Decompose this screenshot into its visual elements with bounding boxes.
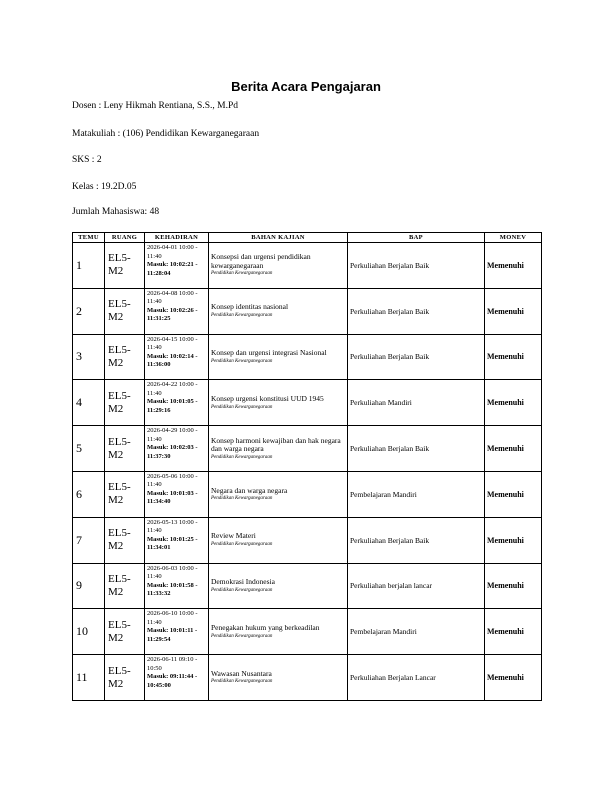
cell-kehadiran <box>145 655 209 701</box>
cell-monev: Memenuhi <box>485 517 542 563</box>
table-row <box>73 243 542 289</box>
bahan-text: Konsepsi dan urgensi pendidikan kewarganegaraan <box>211 252 311 270</box>
cell-kehadiran <box>145 334 209 380</box>
header-monev: MONEV <box>485 233 542 243</box>
cell-ruang: EL5-M2 <box>105 426 145 472</box>
matakuliah-subtext: Pendidikan Kewarganegaraan <box>211 496 273 502</box>
bahan-text: Konsep harmoni kewajiban dan hak negara dan warga negara <box>211 435 341 454</box>
cell-ruang: EL5-M2 <box>105 243 145 289</box>
cell-kehadiran <box>145 243 209 289</box>
masuk-text: Masuk: 10:02:14 - 11:36:00 <box>147 352 198 369</box>
kelas-line: Kelas : 19.2D.05 <box>72 182 137 192</box>
cell-ruang: EL5-M2 <box>105 288 145 334</box>
matakuliah-line: Matakuliah : (106) Pendidikan Kewarganegaraan <box>72 129 260 139</box>
jadwal-text: 2026-04-08 10:00 - 11:40 <box>147 289 198 306</box>
cell-temu: 10 <box>73 609 105 655</box>
cell-monev: Memenuhi <box>485 288 542 334</box>
cell-ruang: EL5-M2 <box>105 334 145 380</box>
cell-bap: Pembelajaran Mandiri <box>348 609 485 655</box>
cell-bahan-kajian <box>209 517 348 563</box>
page-title: Berita Acara Pengajaran <box>231 79 381 94</box>
cell-kehadiran <box>145 288 209 334</box>
masuk-text: Masuk: 10:02:26 - 11:31:25 <box>147 306 198 323</box>
cell-temu: 2 <box>73 288 105 334</box>
cell-monev: Memenuhi <box>485 243 542 289</box>
cell-bahan-kajian <box>209 380 348 426</box>
header-bahan-kajian: BAHAN KAJIAN <box>209 233 348 243</box>
cell-bahan-kajian <box>209 471 348 517</box>
cell-ruang: EL5-M2 <box>105 609 145 655</box>
table-row <box>73 334 542 380</box>
cell-kehadiran <box>145 471 209 517</box>
matakuliah-subtext: Pendidikan Kewarganegaraan <box>211 358 273 364</box>
cell-monev: Memenuhi <box>485 426 542 472</box>
matakuliah-subtext: Pendidikan Kewarganegaraan <box>211 679 273 685</box>
matakuliah-subtext: Pendidikan Kewarganegaraan <box>211 271 273 277</box>
bahan-text: Konsep dan urgensi integrasi Nasional <box>211 348 327 358</box>
table-row <box>73 426 542 472</box>
matakuliah-subtext: Pendidikan Kewarganegaraan <box>211 312 273 318</box>
cell-bap: Perkuliahan Berjalan Lancar <box>348 655 485 701</box>
cell-bahan-kajian <box>209 334 348 380</box>
cell-bap: Perkuliahan Berjalan Baik <box>348 243 485 289</box>
cell-bahan-kajian <box>209 288 348 334</box>
cell-temu: 11 <box>73 655 105 701</box>
header-temu: TEMU <box>73 233 105 243</box>
bahan-text: Wawasan Nusantara <box>211 668 272 678</box>
cell-monev: Memenuhi <box>485 334 542 380</box>
table-row <box>73 380 542 426</box>
cell-bahan-kajian <box>209 655 348 701</box>
cell-kehadiran <box>145 609 209 655</box>
masuk-text: Masuk: 10:01:25 - 11:34:01 <box>147 535 198 552</box>
cell-temu: 7 <box>73 517 105 563</box>
jadwal-text: 2026-06-11 09:10 - 10:50 <box>147 656 198 672</box>
cell-bap: Perkuliahan Berjalan Baik <box>348 334 485 380</box>
cell-bahan-kajian <box>209 426 348 472</box>
cell-monev: Memenuhi <box>485 655 542 701</box>
table-header-row <box>73 233 542 243</box>
jadwal-text: 2026-04-22 10:00 - 11:40 <box>147 381 198 397</box>
cell-kehadiran <box>145 426 209 472</box>
table-row <box>73 609 542 655</box>
masuk-text: Masuk: 10:01:58 - 11:33:32 <box>147 581 198 598</box>
matakuliah-subtext: Pendidikan Kewarganegaraan <box>211 633 273 639</box>
jadwal-text: 2026-06-10 10:00 - 11:40 <box>147 610 198 626</box>
cell-monev: Memenuhi <box>485 471 542 517</box>
matakuliah-subtext: Pendidikan Kewarganegaraan <box>211 454 273 460</box>
cell-temu: 5 <box>73 426 105 472</box>
cell-bap: Perkuliahan Berjalan Baik <box>348 288 485 334</box>
cell-bap: Perkuliahan berjalan lancar <box>348 563 485 609</box>
header-ruang: RUANG <box>105 233 145 243</box>
cell-bahan-kajian <box>209 609 348 655</box>
cell-ruang: EL5-M2 <box>105 471 145 517</box>
table-row <box>73 563 542 609</box>
cell-bahan-kajian <box>209 243 348 289</box>
jadwal-text: 2026-05-13 10:00 - 11:40 <box>147 518 198 535</box>
cell-bap: Perkuliahan Mandiri <box>348 380 485 426</box>
cell-temu: 4 <box>73 380 105 426</box>
cell-ruang: EL5-M2 <box>105 655 145 701</box>
bahan-text: Penegakan hukum yang berkeadilan <box>211 623 320 633</box>
cell-kehadiran <box>145 517 209 563</box>
bahan-text: Konsep identitas nasional <box>211 302 289 312</box>
cell-kehadiran <box>145 380 209 426</box>
cell-monev: Memenuhi <box>485 609 542 655</box>
cell-bap: Perkuliahan Berjalan Baik <box>348 517 485 563</box>
sks-line: SKS : 2 <box>72 155 102 165</box>
table-row <box>73 471 542 517</box>
masuk-text: Masuk: 10:02:03 - 11:37:30 <box>147 444 198 460</box>
cell-temu: 3 <box>73 334 105 380</box>
table-row <box>73 655 542 701</box>
table-row <box>73 517 542 563</box>
matakuliah-subtext: Pendidikan Kewarganegaraan <box>211 541 273 547</box>
jadwal-text: 2026-06-03 10:00 - 11:40 <box>147 564 198 581</box>
jadwal-text: 2026-04-01 10:00 - 11:40 <box>147 244 198 260</box>
header-kehadiran: KEHADIRAN <box>145 233 209 243</box>
masuk-text: Masuk: 09:11:44 - 10:45:00 <box>147 673 198 689</box>
cell-temu: 9 <box>73 563 105 609</box>
bahan-text: Review Materi <box>211 531 256 541</box>
masuk-text: Masuk: 10:01:11 - 11:29:54 <box>147 627 198 643</box>
cell-monev: Memenuhi <box>485 380 542 426</box>
cell-ruang: EL5-M2 <box>105 380 145 426</box>
jadwal-text: 2026-04-29 10:00 - 11:40 <box>147 427 198 443</box>
jumlah-mahasiswa-line: Jumlah Mahasiswa: 48 <box>72 207 160 217</box>
bahan-text: Negara dan warga negara <box>211 485 288 495</box>
masuk-text: Masuk: 10:02:21 - 11:28:04 <box>147 261 198 277</box>
cell-bap: Perkuliahan Berjalan Baik <box>348 426 485 472</box>
matakuliah-subtext: Pendidikan Kewarganegaraan <box>211 404 273 410</box>
bahan-text: Konsep urgensi konstitusi UUD 1945 <box>211 394 324 404</box>
masuk-text: Masuk: 10:01:03 - 11:34:40 <box>147 489 198 506</box>
cell-temu: 6 <box>73 471 105 517</box>
cell-bahan-kajian <box>209 563 348 609</box>
bahan-text: Demokrasi Indonesia <box>211 577 275 587</box>
jadwal-text: 2026-04-15 10:00 - 11:40 <box>147 335 198 352</box>
cell-monev: Memenuhi <box>485 563 542 609</box>
table-row <box>73 288 542 334</box>
cell-ruang: EL5-M2 <box>105 517 145 563</box>
cell-bap: Pembelajaran Mandiri <box>348 471 485 517</box>
dosen-line: Dosen : Leny Hikmah Rentiana, S.S., M.Pd <box>72 101 238 111</box>
matakuliah-subtext: Pendidikan Kewarganegaraan <box>211 587 273 593</box>
jadwal-text: 2026-05-06 10:00 - 11:40 <box>147 472 198 489</box>
masuk-text: Masuk: 10:01:05 - 11:29:16 <box>147 398 198 414</box>
attendance-table <box>72 232 542 701</box>
cell-ruang: EL5-M2 <box>105 563 145 609</box>
cell-kehadiran <box>145 563 209 609</box>
cell-temu: 1 <box>73 243 105 289</box>
header-bap: BAP <box>348 233 485 243</box>
